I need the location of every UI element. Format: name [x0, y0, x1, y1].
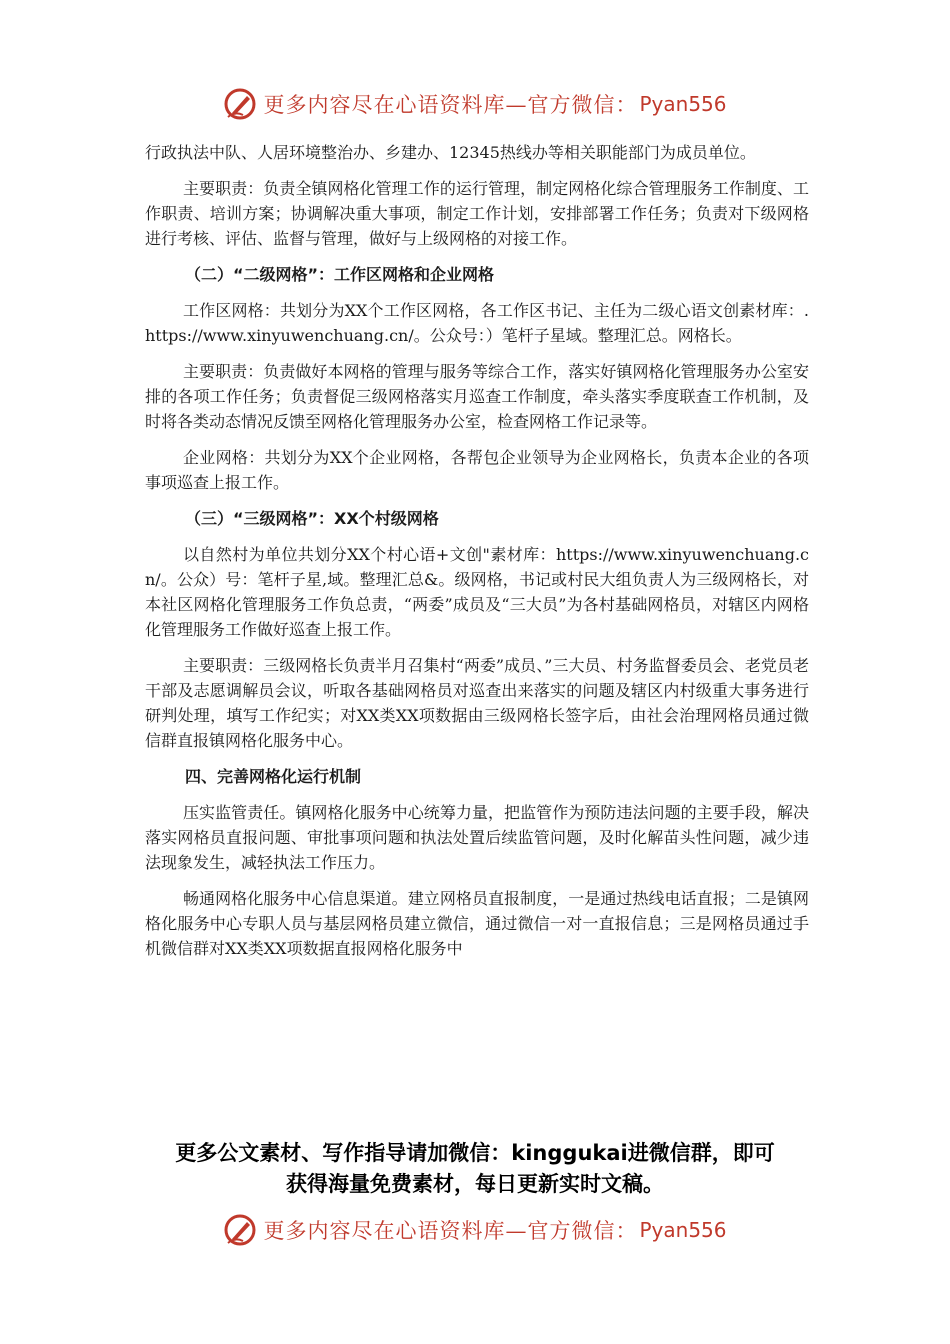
paragraph-8: 压实监管责任。镇网格化服务中心统筹力量，把监管作为预防违法问题的主要手段，解决落实网格员直报问题、审批事项问题和执法处置后续监管问题，及时化解苗头性问题，减少违法现象发生，减轻执法工作压力。 — [145, 803, 809, 872]
footer-banner-text: 更多内容尽在心语资料库—官方微信： — [263, 1219, 638, 1243]
header-banner-text: 更多内容尽在心语资料库—官方微信： — [263, 93, 638, 117]
header-banner — [0, 82, 950, 126]
document-body — [145, 140, 809, 972]
footer-banner — [0, 1208, 950, 1252]
promo-line-2: 获得海量免费素材，每日更新实时文稿。 — [286, 1172, 664, 1196]
paragraph-6: 以自然村为单位共划分XX个村心语+文创"素材库：https://www.xinyuwenchuang.cn/。公众）号：笔杆子星,域。整理汇总&。级网格，书记或村民大组负责人为三级网格长，对本社区网格化管理服务工作负总责，“两委”成员及“三大员”为各村基础网格员，对辖区内网格化管理服务工作做好巡查上报工作。 — [145, 545, 809, 639]
section-heading-2: （二）“二级网格”：工作区网格和企业网格 — [185, 265, 495, 284]
pen-circle-icon — [223, 1213, 257, 1247]
promo-line-1: 更多公文素材、写作指导请加微信：kinggukai进微信群，即可 — [175, 1141, 775, 1165]
header-banner-id: Pyan556 — [639, 92, 727, 116]
promo-text — [0, 1138, 950, 1200]
paragraph-9: 畅通网格化服务中心信息渠道。建立网格员直报制度，一是通过热线电话直报；二是镇网格化服务中心专职人员与基层网格员建立微信，通过微信一对一直报信息；三是网格员通过手机微信群对XX类XX项数据直报网格化服务中 — [145, 889, 809, 958]
section-heading-4: 四、完善网格化运行机制 — [185, 767, 362, 786]
paragraph-5: 企业网格：共划分为XX个企业网格，各帮包企业领导为企业网格长，负责本企业的各项事项巡查上报工作。 — [145, 448, 809, 492]
paragraph-4: 主要职责：负责做好本网格的管理与服务等综合工作，落实好镇网格化管理服务办公室安排的各项工作任务；负责督促三级网格落实月巡查工作制度，牵头落实季度联查工作机制，及时将各类动态情况反馈至网格化管理服务办公室，检查网格工作记录等。 — [145, 362, 809, 431]
paragraph-3: 工作区网格：共划分为XX个工作区网格，各工作区书记、主任为二级心语文创素材库：.https://www.xinyuwenchuang.cn/。公众号：）笔杆子星域。整理汇总。网格长。 — [145, 301, 809, 345]
paragraph-1: 行政执法中队、人居环境整治办、乡建办、12345热线办等相关职能部门为成员单位。 — [145, 143, 756, 162]
footer-banner-id: Pyan556 — [639, 1218, 727, 1242]
section-heading-3: （三）“三级网格”：XX个村级网格 — [185, 509, 439, 528]
pen-circle-icon — [223, 87, 257, 121]
paragraph-7: 主要职责：三级网格长负责半月召集村“两委”成员、”三大员、村务监督委员会、老党员老干部及志愿调解员会议，听取各基础网格员对巡查出来落实的问题及辖区内村级重大事务进行研判处理，填写工作纪实；对XX类XX项数据由三级网格长签字后，由社会治理网格员通过微信群直报镇网格化服务中心。 — [145, 656, 809, 750]
paragraph-2: 主要职责：负责全镇网格化管理工作的运行管理，制定网格化综合管理服务工作制度、工作职责、培训方案；协调解决重大事项，制定工作计划，安排部署工作任务；负责对下级网格进行考核、评估、监督与管理，做好与上级网格的对接工作。 — [145, 179, 809, 248]
